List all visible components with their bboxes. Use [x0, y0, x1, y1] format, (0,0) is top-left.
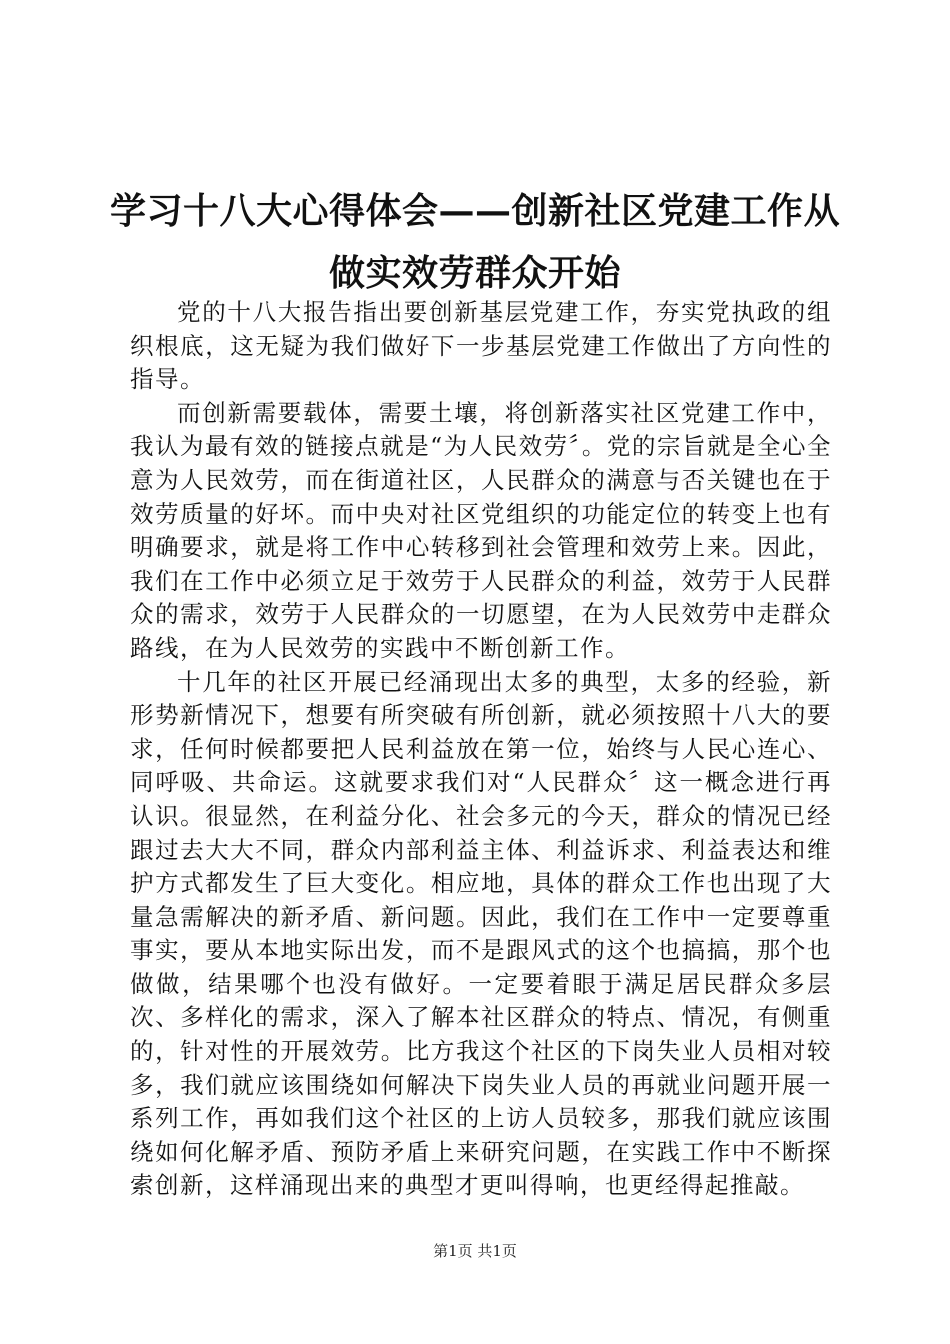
page-number-footer: 第1页 共1页 [433, 1242, 517, 1260]
paragraph-1: 党的十八大报告指出要创新基层党建工作，夯实党执政的组织根底，这无疑为我们做好下一步基层党建工作做出了方向性的指导。 [130, 298, 832, 394]
document-title-line-2: 做实效劳群众开始 [328, 252, 621, 294]
paragraph-2: 而创新需要载体，需要土壤，将创新落实社区党建工作中，我认为最有效的链接点就是“为人民效劳〞。党的宗旨就是全心全意为人民效劳，而在街道社区，人民群众的满意与否关键也在于效劳质量的好坏。而中央对社区党组织的功能定位的转变上也有明确要求，就是将工作中心转移到社会管理和效劳上来。因此，我们在工作中必须立足于效劳于人民群众的利益，效劳于人民群众的需求，效劳于人民群众的一切愿望，在为人民效劳中走群众路线，在为人民效劳的实践中不断创新工作。 [130, 398, 832, 662]
document-body [130, 296, 832, 1203]
document-title [110, 180, 840, 304]
paragraph-3: 十几年的社区开展已经涌现出太多的典型，太多的经验，新形势新情况下，想要有所突破有所创新，就必须按照十八大的要求，任何时候都要把人民利益放在第一位，始终与人民心连心、同呼吸、共命运。这就要求我们对“人民群众〞这一概念进行再认识。很显然，在利益分化、社会多元的今天，群众的情况已经跟过去大大不同，群众内部利益主体、利益诉求、利益表达和维护方式都发生了巨大变化。相应地，具体的群众工作也出现了大量急需解决的新矛盾、新问题。因此，我们在工作中一定要尊重事实，要从本地实际出发，而不是跟风式的这个也搞搞，那个也做做，结果哪个也没有做好。一定要着眼于满足居民群众多层次、多样化的需求，深入了解本社区群众的特点、情况，有侧重的，针对性的开展效劳。比方我这个社区的下岗失业人员相对较多，我们就应该围绕如何解决下岗失业人员的再就业问题开展一系列工作，再如我们这个社区的上访人员较多，那我们就应该围绕如何化解矛盾、预防矛盾上来研究问题，在实践工作中不断探索创新，这样涌现出来的典型才更叫得响，也更经得起推敲。 [130, 667, 832, 1200]
document-title-line-1: 学习十八大心得体会——创新社区党建工作从 [110, 190, 841, 232]
